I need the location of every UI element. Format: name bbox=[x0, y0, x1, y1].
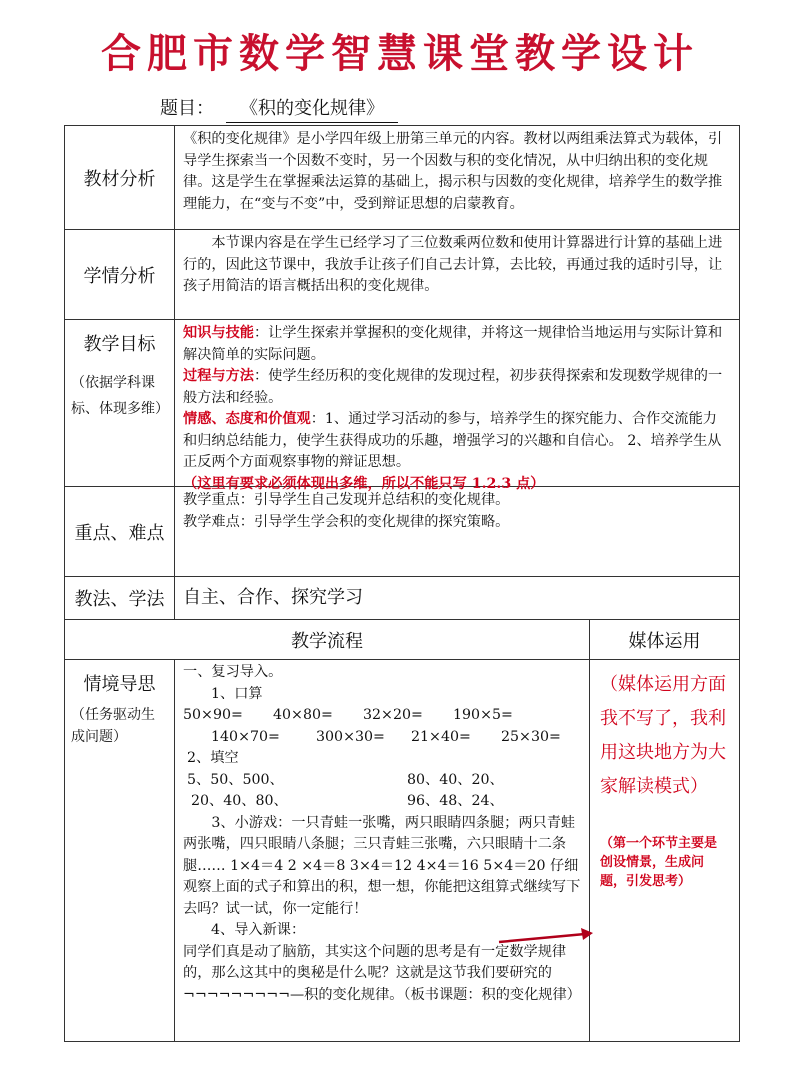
stage-line-intro: 4、导入新课： bbox=[211, 922, 306, 938]
stage-content bbox=[175, 660, 590, 1041]
goal-process bbox=[183, 366, 731, 409]
fill-item: 96、48、24、 bbox=[407, 793, 504, 809]
fill-item: 5、50、500、 bbox=[187, 771, 284, 788]
stage-line-new-lesson: 同学们真是动了脑筋，其实这个问题的思考是有一定数学规律的，那么这其中的奥秘是什么呢？这就是这节我们要研究的¬¬¬¬¬¬¬¬¬—积的变化规律。（板书课题：积的变化规律） bbox=[183, 943, 581, 1003]
oral-calc-item: 40×80= bbox=[273, 707, 333, 723]
media-note: （媒体运用方面我不写了，我利用这块地方为大家解读模式） bbox=[600, 674, 726, 797]
goal-emotion-text: ：1、通过学习活动的参与，培养学生的探究能力、合作交流能力和归纳总结能力，使学生获得成功的乐趣，增强学习的兴趣和自信心。 2、培养学生从正反两个方面观察事物的辩证思想。 bbox=[183, 411, 722, 470]
row-learners bbox=[65, 230, 739, 320]
oral-calc-item: 21×40= bbox=[411, 728, 471, 745]
difficult-point: 教学难点：引导学生学会积的变化规律的探究策略。 bbox=[183, 513, 510, 530]
label-key: 重点、难点 bbox=[65, 487, 175, 576]
label-goals bbox=[65, 320, 175, 486]
goal-process-text: ：使学生经历积的变化规律的发现过程，初步获得探索和发现数学规律的一般方法和经验。 bbox=[183, 368, 723, 406]
fill-item: 20、40、80、 bbox=[191, 793, 288, 809]
key-point: 教学重点：引导学生自己发现并总结积的变化规律。 bbox=[183, 492, 510, 508]
goals-note: （这里有要求必须体现出多维，所以不能只写 1.2.3 点） bbox=[183, 475, 545, 492]
oral-calc-item: 140×70= bbox=[211, 728, 280, 745]
media-note-annotation: （第一个环节主要是创设情景，生成问题，引发思考） bbox=[600, 836, 718, 889]
content-learners: 本节课内容是在学生已经学习了三位数乘两位数和使用计算器进行计算的基础上进行的，因此这节课中，我放手让孩子们自己去计算，去比较，再通过我的适时引导，让孩子用简洁的语言概括出积的变化规律。 bbox=[183, 235, 723, 294]
goal-knowledge-title: 知识与技能 bbox=[183, 325, 254, 341]
annotation-arrow-icon bbox=[497, 928, 597, 948]
oral-calc-item: 25×30= bbox=[501, 728, 561, 745]
oral-calc-row-2 bbox=[183, 727, 581, 749]
row-method bbox=[65, 577, 739, 620]
goal-emotion bbox=[183, 409, 731, 474]
content-key bbox=[175, 487, 739, 576]
label-method: 教法、学法 bbox=[65, 577, 175, 619]
row-goals bbox=[65, 320, 739, 492]
oral-calc-row-1 bbox=[183, 705, 581, 727]
oral-calc-item: 300×30= bbox=[316, 728, 385, 745]
row-key bbox=[65, 487, 739, 577]
fill-row-2 bbox=[183, 791, 581, 813]
stage-line-review: 一、复习导入。 bbox=[183, 664, 283, 680]
lesson-plan-table bbox=[64, 125, 740, 1042]
label-material: 教材分析 bbox=[65, 126, 175, 229]
fill-item: 80、40、20、 bbox=[407, 771, 504, 788]
row-material bbox=[65, 126, 739, 230]
topic-line bbox=[160, 94, 398, 123]
media-cell bbox=[590, 660, 739, 1041]
document-title: 合肥市数学智慧课堂教学设计 bbox=[101, 31, 699, 77]
stage-line-oral: 1、口算 bbox=[211, 685, 263, 702]
goal-knowledge-text: ：让学生探索并掌握积的变化规律，并将这一规律恰当地运用与实际计算和解决简单的实际问题。 bbox=[183, 325, 723, 363]
oral-calc-item: 32×20= bbox=[363, 707, 423, 723]
goal-process-title: 过程与方法 bbox=[183, 368, 254, 384]
goals-title: 教学目标 bbox=[83, 334, 156, 355]
content-material: 《积的变化规律》是小学四年级上册第三单元的内容。教材以两组乘法算式为载体，引导学生探索当一个因数不变时，另一个因数与积的变化情况，从中归纳出积的变化规律。这是学生在掌握乘法运算的基础上，揭示积与因数的变化规律，培养学生的数学推理能力，在“变与不变”中，受到辩证思想的启蒙教育。 bbox=[183, 131, 723, 212]
oral-calc-item: 50×90= bbox=[183, 707, 243, 723]
fill-row-1 bbox=[183, 770, 581, 792]
stage-label-cell bbox=[65, 660, 175, 1041]
content-goals bbox=[175, 320, 739, 492]
stage-subtitle: （任务驱动生成问题） bbox=[71, 707, 155, 745]
stage-title: 情境导思 bbox=[83, 674, 156, 695]
goal-emotion-title: 情感、态度和价值观 bbox=[183, 411, 311, 427]
goals-sublabel: （依据学科课标、体现多维） bbox=[71, 375, 169, 417]
flow-header-main: 教学流程 bbox=[65, 620, 590, 659]
oral-calc-item: 190×5= bbox=[453, 707, 513, 723]
label-learners: 学情分析 bbox=[65, 230, 175, 319]
stage-line-game: 3、小游戏：一只青蛙一张嘴，两只眼睛四条腿；两只青蛙两张嘴，四只眼睛八条腿；三只青蛙三张嘴，六只眼睛十二条腿…… 1×4＝4 2 ×4＝8 3×4＝12 4×4＝16 5×4＝20 仔细观察上面的式子和算出的积，想一想，你能把这组算式继续写下去吗？试一试，你一定能行！ bbox=[183, 814, 581, 917]
content-method: 自主、合作、探究学习 bbox=[183, 587, 363, 608]
topic-value: 《积的变化规律》 bbox=[226, 94, 398, 123]
flow-header bbox=[65, 620, 739, 660]
topic-label: 题目： bbox=[160, 98, 214, 119]
flow-header-media: 媒体运用 bbox=[628, 630, 701, 652]
flow-stage-1 bbox=[65, 660, 739, 1041]
stage-line-fill: 2、填空 bbox=[187, 750, 239, 766]
goal-knowledge bbox=[183, 323, 731, 366]
